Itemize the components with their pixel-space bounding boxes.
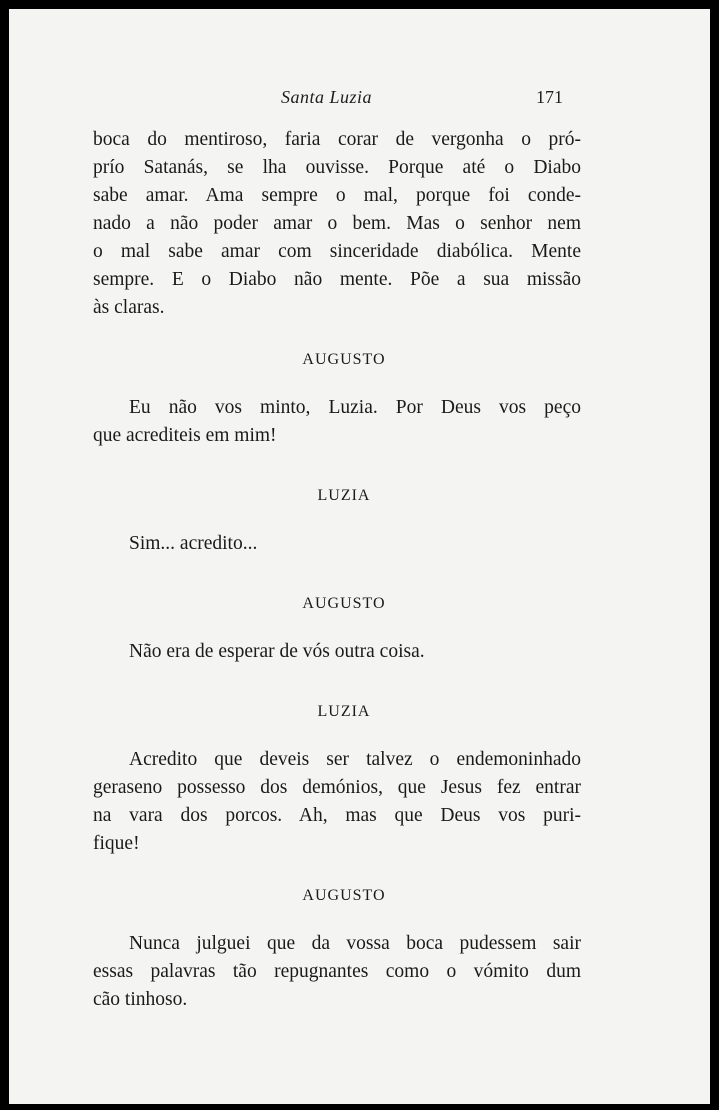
text-line: o mal sabe amar com sinceridade diabólica. Mente [93, 241, 581, 262]
text-line: às claras. [93, 297, 165, 318]
paragraph [93, 126, 581, 322]
text-line: fique! [93, 833, 140, 854]
text-line: Nunca julguei que da vossa boca pudessem sair [129, 933, 581, 954]
speaker-name: AUGUSTO [302, 595, 386, 612]
speech [93, 746, 581, 858]
speaker-name: LUZIA [317, 703, 371, 720]
text-line: Acredito que deveis ser talvez o endemoninhado [129, 749, 581, 770]
speech [93, 638, 581, 666]
speech [93, 394, 581, 450]
text-line: geraseno possesso dos demónios, que Jesus fez entrar [93, 777, 581, 798]
speech [93, 530, 581, 558]
text-line: boca do mentiroso, faria corar de vergonha o pró- [93, 129, 581, 150]
running-title: Santa Luzia [281, 87, 373, 107]
text-line: Não era de esperar de vós outra coisa. [129, 641, 425, 662]
main-text [93, 126, 581, 1014]
text-line: na vara dos porcos. Ah, mas que Deus vos puri- [93, 805, 581, 826]
speech [93, 930, 581, 1014]
speaker-name: LUZIA [317, 487, 371, 504]
text-line: sabe amar. Ama sempre o mal, porque foi conde- [93, 185, 581, 206]
book-page [9, 9, 710, 1104]
text-line: Eu não vos minto, Luzia. Por Deus vos peço [129, 397, 581, 418]
text-line: prío Satanás, se lha ouvisse. Porque até o Diabo [93, 157, 581, 178]
text-line: sempre. E o Diabo não mente. Põe a sua missão [93, 269, 581, 290]
text-line: essas palavras tão repugnantes como o vómito dum [93, 961, 581, 982]
speaker-name: AUGUSTO [302, 351, 386, 368]
text-line: que acrediteis em mim! [93, 425, 277, 446]
text-line: Sim... acredito... [129, 533, 258, 554]
page-number: 171 [536, 87, 563, 107]
text-line: cão tinhoso. [93, 989, 188, 1010]
speaker-name: AUGUSTO [302, 887, 386, 904]
text-line: nado a não poder amar o bem. Mas o senhor nem [93, 213, 581, 234]
running-header [9, 87, 710, 115]
